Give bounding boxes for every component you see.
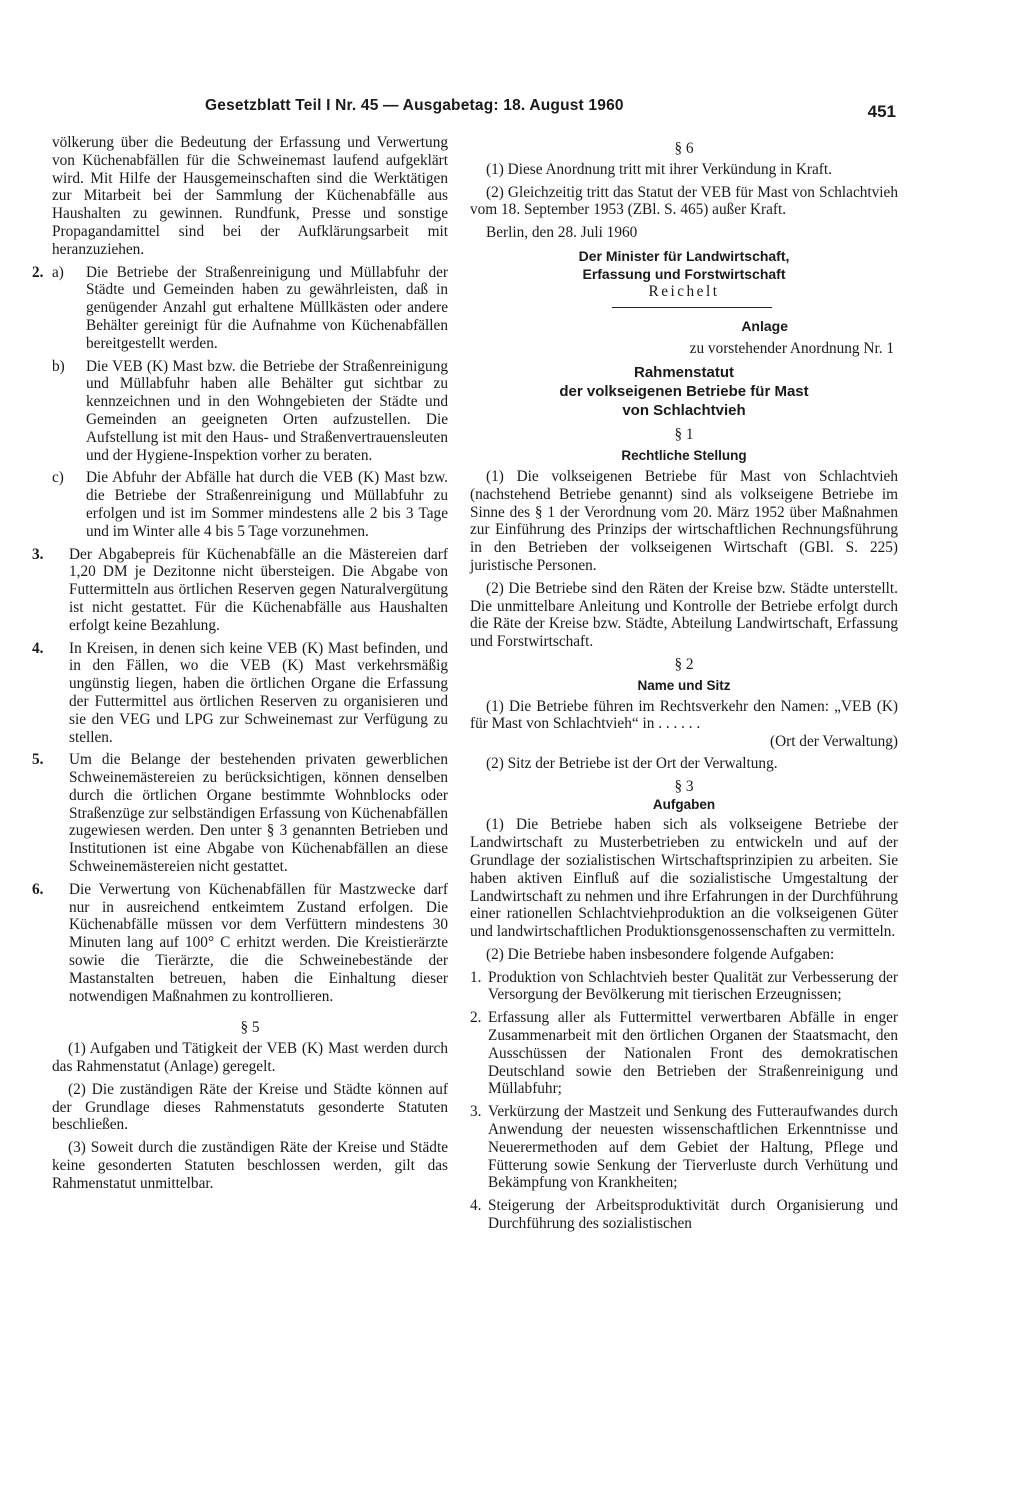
item-text: In Kreisen, in denen sich keine VEB (K) Mast befinden, und in den Fällen, wo die VEB (K) Mast verkehrsmäßig ungünstig liegen, haben die örtlichen Organe die Erfassung der Futtermittel aus örtlichen Reserven zu organisieren und sie den VEG und LPG zur Schweinemast zur Verfügung zu stellen. [69,639,448,746]
statute-title-line-3: von Schlachtvieh [622,402,746,420]
task-text: Verkürzung der Mastzeit und Senkung des Futteraufwandes durch Anwendung der neuesten wissenschaftlichen Erkenntnisse und Neuerermethoden auf dem Gebiet der Haltung, Pflege und Fütterung sowie Senkung der Tierverluste durch Verhütung und Bekämpfung von Krankheiten; [488,1103,898,1192]
intro-paragraph: völkerung über die Bedeutung der Erfassung und Verwertung von Küchenabfällen für die Schweinemast laufend aufgeklärt wird. Mit Hilfe der Hausgemeinschaften sind die Werktätigen zur Mitarbeit bei der Sammlung der Küchenabfälle aus Haushalten zu gewinnen. Rundfunk, Presse und sonstige Propagandamittel sind bei der Aufklärungsarbeit mit heranzuziehen. [52,134,448,258]
list-item-4 [32,639,448,747]
list-item-6 [32,880,448,1006]
statute-section-3-heading: § 3 [674,777,694,795]
item-text: Um die Belange der bestehenden privaten gewerblichen Schweinemästereien zu berücksichtigen, können denselben durch die örtlichen Organe bestimmte Wohnblocks oder Straßenzüge zur selbständigen Erfassung von Küchenabfällen zugewiesen werden. Den unter § 3 genannten Betrieben und Institutionen ist eine Abgabe von Küchenabfällen an diese Schweinemästereien nicht gestattet. [69,751,448,876]
statute-section-1-paragraph-1: (1) Die volkseigenen Betriebe für Mast von Schlachtvieh (nachstehend Betriebe genannt) sind als volkseigene Betriebe im Sinne des § 1 der Verordnung vom 20. März 1952 über Maßnahmen zur Einführung des Prinzips der wirtschaftlichen Rechnungsführung in den Betrieben der volkseigenen Wirtschaft (GBl. S. 225) juristische Personen. [470,467,898,574]
section-6-heading: § 6 [674,140,694,157]
statute-section-2-title: Name und Sitz [637,677,731,693]
task-text: Steigerung der Arbeitsproduktivität durch Organisierung und Durchführung des sozialistischen [488,1197,898,1233]
sub-marker: b) [52,357,65,375]
task-text: Erfassung aller als Futtermittel verwertbaren Abfälle in enger Zusammenarbeit mit den örtlichen Organen der Staatsmacht, den Ausschüssen der Nationalen Front des demokratischen Deutschland sowie den Betrieben der Straßenreinigung und Müllabfuhr; [488,1009,898,1098]
item-marker: 6. [32,880,44,898]
section-5-paragraph-3: (3) Soweit durch die zuständigen Räte der Kreise und Städte keine gesonderten Statuten beschlossen werden, gilt das Rahmenstatut unmittelbar. [52,1139,448,1192]
item-text: Die VEB (K) Mast bzw. die Betriebe der Straßenreinigung und Müllabfuhr haben alle Behälter gut sichtbar zu kennzeichnen und in den Wohngebieten der Städte und Gemeinden an geeigneten Orten aufzustellen. Die Aufstellung ist mit den Haus- und Straßenvertrauensleuten und der Hygiene-Inspektion vorher zu beraten. [86,357,448,464]
signing-date: Berlin, den 28. Juli 1960 [486,224,638,242]
minister-title-line-1: Der Minister für Landwirtschaft, [578,247,790,264]
statute-title-line-2: der volkseigenen Betriebe für Mast [559,383,809,401]
statute-section-1-title: Rechtliche Stellung [621,448,747,464]
statute-section-3-paragraph-1: (1) Die Betriebe haben sich als volkseigene Betriebe der Landwirtschaft zu Musterbetrieben zu entwickeln und auf der Grundlage der sozialistischen Wirtschaftsprinzipien zu arbeiten. Sie haben aktiven Einfluß auf die sozialistische Umgestaltung der Landwirtschaft zu nehmen und ihre Erfahrungen in der Durchführung einer rationellen Schlachtviehproduktion an die volkseigenen Güter und landwirtschaftlichen Produktionsgenossenschaften zu vermitteln. [470,816,898,941]
annex-label: Anlage [741,317,788,334]
item-marker: 3. [32,545,44,563]
item-text: Die Verwertung von Küchenabfällen für Mastzwecke darf nur in ausreichend entkeimtem Zustand erfolgen. Die Küchenabfälle müssen vor dem Verfüttern mindestens 30 Minuten lang auf 100° C erhitzt werden. Die Kreistierärzte sowie die Tierärzte, die die Schweinebestände der Mastanstalten betreuen, haben die Einhaltung dieser notwendigen Maßnahmen zu kontrollieren. [69,880,448,1005]
task-item-3 [470,1103,898,1192]
list-item-2a [32,263,448,353]
statute-section-1-paragraph-2: (2) Die Betriebe sind den Räten der Kreise bzw. Städte unterstellt. Die unmittelbare Anleitung und Kontrolle der Betriebe erfolgt durch die Räte der Kreise bzw. Städte, Abteilung Landwirtschaft, Erfassung und Forstwirtschaft. [470,579,898,651]
task-item-4 [470,1197,898,1233]
task-marker: 3. [470,1103,482,1121]
page-header: Gesetzblatt Teil I Nr. 45 — Ausgabetag: 18. August 1960 [205,97,624,114]
statute-title-line-1: Rahmenstatut [633,364,734,382]
section-5-paragraph-2: (2) Die zuständigen Räte der Kreise und Städte können auf der Grundlage dieses Rahmenstatuts gesonderte Statuten beschließen. [52,1080,448,1134]
statute-section-2-heading: § 2 [674,655,694,673]
task-item-2 [470,1009,898,1098]
task-item-1 [470,969,898,1005]
right-column [470,134,898,1238]
statute-section-2-paragraph-1: (1) Die Betriebe führen im Rechtsverkehr den Namen: „VEB (K) für Mast von Schlachtvieh“ in . . . . . . [470,697,898,733]
statute-section-2-paragraph-2: (2) Sitz der Betriebe ist der Ort der Verwaltung. [486,754,778,772]
minister-name: Reichelt [648,282,720,300]
item-marker: 2. [32,263,44,281]
section-6-paragraph-1: (1) Diese Anordnung tritt mit ihrer Verkündung in Kraft. [486,160,832,178]
list-item-3 [32,545,448,635]
section-6-paragraph-2: (2) Gleichzeitig tritt das Statut der VEB für Mast von Schlachtvieh vom 18. September 1953 (ZBl. S. 465) außer Kraft. [470,183,898,219]
signature-divider [612,307,772,308]
statute-section-1-heading: § 1 [674,426,694,444]
statute-section-3-title: Aufgaben [652,796,716,812]
task-marker: 1. [470,968,482,986]
page-number: 451 [867,102,896,121]
list-item-5 [32,751,448,876]
item-marker: 5. [32,751,44,769]
item-text: Der Abgabepreis für Küchenabfälle an die Mästereien darf 1,20 DM je Dezitonne nicht übersteigen. Die Abgabe von Futtermitteln aus örtlichen Reserven gegen Naturalvergütung ist nicht gestattet. Für die Küchenabfälle aus Haushalten erfolgt keine Bezahlung. [69,545,448,634]
item-marker: 4. [32,639,44,657]
minister-title-line-2: Erfassung und Forstwirtschaft [582,265,786,282]
left-column [32,134,448,1198]
sub-marker: a) [52,263,64,281]
section-5-heading: § 5 [240,1019,260,1037]
task-text: Produktion von Schlachtvieh bester Qualität zur Verbesserung der Versorgung der Bevölkerung mit tierischen Erzeugnissen; [488,968,898,1004]
item-text: Die Betriebe der Straßenreinigung und Müllabfuhr der Städte und Gemeinden haben zu gewährleisten, daß in genügender Anzahl gut erhaltene Müllkästen oder andere Behälter gereinigt für die Aufnahme von Küchenabfällen bereitgestellt werden. [86,263,448,352]
task-marker: 2. [470,1009,482,1027]
statute-section-3-paragraph-2: (2) Die Betriebe haben insbesondere folgende Aufgaben: [486,945,835,963]
list-item-2b [52,358,448,465]
statute-title [470,363,898,420]
statute-section-2-note: (Ort der Verwaltung) [770,733,898,751]
task-marker: 4. [470,1197,482,1215]
sub-marker: c) [52,469,64,487]
annex-reference: zu vorstehender Anordnung Nr. 1 [689,339,894,357]
section-5-paragraph-1: (1) Aufgaben und Tätigkeit der VEB (K) Mast werden durch das Rahmenstatut (Anlage) geregelt. [52,1040,448,1076]
item-text: Die Abfuhr der Abfälle hat durch die VEB (K) Mast bzw. die Betriebe der Straßenreinigung und Müllabfuhr zu erfolgen und ist im Sommer mindestens alle 2 bis 3 Tage und im Winter alle 4 bis 5 Tage vorzunehmen. [86,469,448,540]
list-item-2c [52,469,448,540]
